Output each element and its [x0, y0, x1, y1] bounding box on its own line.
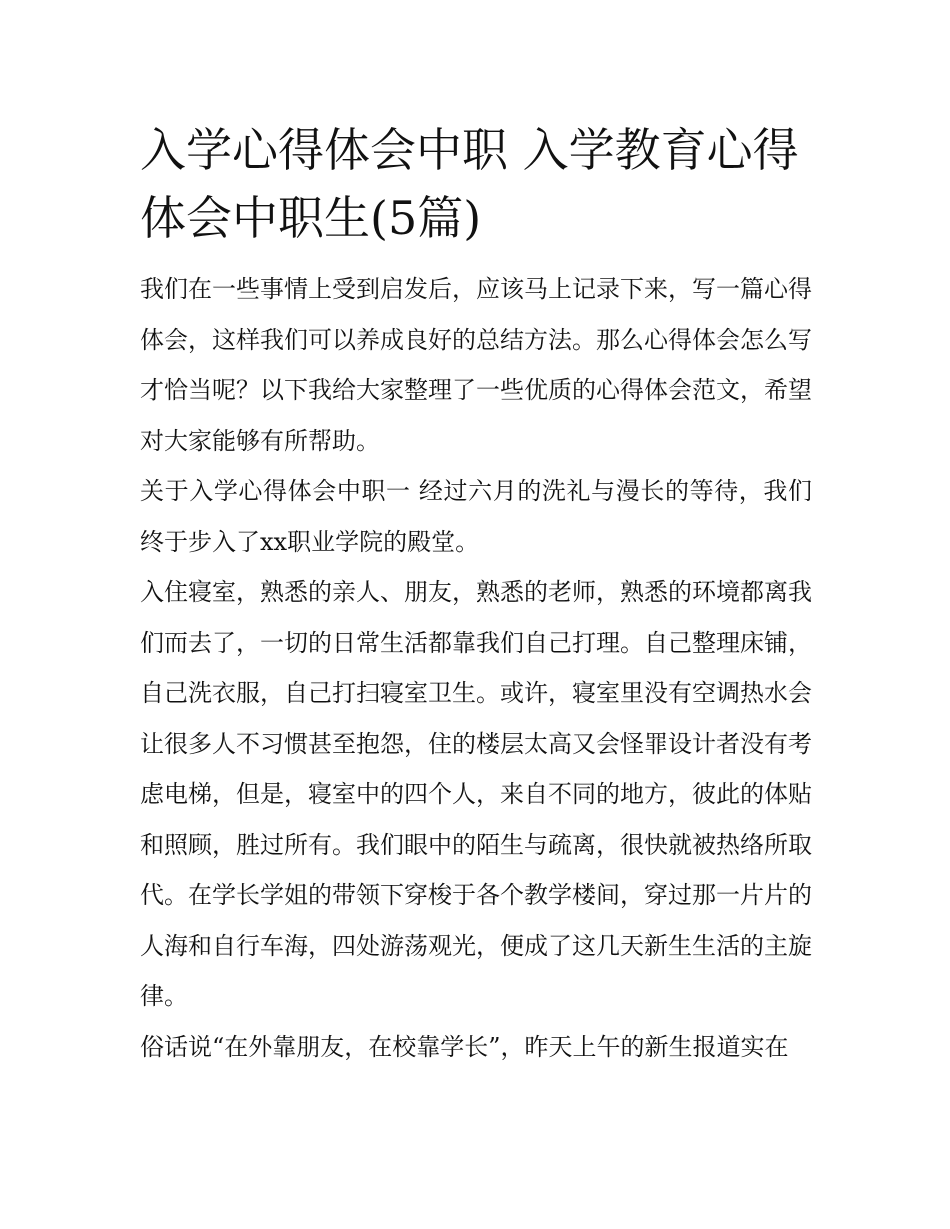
paragraph-dormitory: 入住寝室，熟悉的亲人、朋友，熟悉的老师，熟悉的环境都离我们而去了，一切的日常生活都靠我们自己打理。自己整理床铺，自己洗衣服，自己打扫寝室卫生。或许，寝室里没有空调热水会让很多人不习惯甚至抱怨，住的楼层太高又会怪罪设计者没有考虑电梯，但是，寝室中的四个人，来自不同的地方，彼此的体贴和照顾，胜过所有。我们眼中的陌生与疏离，很快就被热络所取代。在学长学姐的带领下穿梭于各个教学楼间，穿过那一片片的人海和自行车海，四处游荡观光，便成了这几天新生生活的主旋律。 [140, 578, 812, 1010]
document-body [140, 116, 812, 1072]
paragraph-essay-opening: 关于入学心得体会中职一 经过六月的洗礼与漫长的等待，我们终于步入了xx职业学院的殿堂。 [140, 477, 812, 556]
document-title: 入学心得体会中职 入学教育心得体会中职生(5篇) [140, 123, 799, 245]
paragraph-intro: 我们在一些事情上受到启发后，应该马上记录下来，写一篇心得体会，这样我们可以养成良好的总结方法。那么心得体会怎么写才恰当呢？以下我给大家整理了一些优质的心得体会范文，希望对大家能够有所帮助。 [140, 275, 812, 455]
paragraph-saying: 俗话说“在外靠朋友，在校靠学长”，昨天上午的新生报道实在 [140, 1032, 789, 1061]
